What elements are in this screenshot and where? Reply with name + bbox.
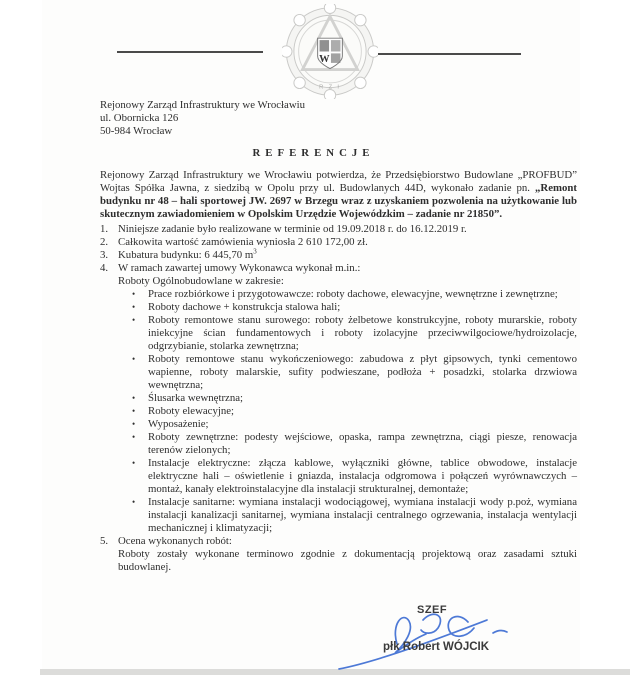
bullet-item [100,353,577,392]
signatory-role: SZEF [417,604,448,616]
document-title: REFERENCJE [252,147,375,159]
handwritten-signature [335,606,550,672]
assessment-text: Roboty zostały wykonane terminowo zgodnie z dokumentacją projektową oraz zasadami sztuki budowlanej. [118,548,577,573]
works-scope-heading: Roboty Ogólnobudowlane w zakresie: [118,275,284,287]
bullet-text: Roboty remontowe stanu surowego: roboty żelbetowe konstrukcyjne, roboty murarskie, roboty iniekcyjne ścian fundamentowych i roboty izolacyjne przeciwwilgociowe/hydroizolacje, odgrzybianie, stolarka zewnętrzna; [148,314,577,352]
item-number: 4. [100,262,109,274]
list-item-2 [100,236,577,249]
bullet-text: Ślusarka wewnętrzna; [148,392,244,404]
item-number: 2. [100,236,109,248]
contract-name: „Remont budynku nr 48 – hali sportowej JW. 2697 w Brzegu wraz z uzyskaniem pozwolenia na użytkowanie lub skutecznym zawiadomieniem w Opolskim Urzędzie Wojewódzkim – zadanie nr 21850”. [100,182,577,220]
bullet-item [100,314,577,353]
document-body [100,99,577,574]
item-text: W ramach zawartej umowy Wykonawca wykonał m.in.: [118,262,361,274]
item-text: Całkowita wartość zamówienia wyniosła 2 610 172,00 zł. [118,236,368,248]
letterhead-rule-right [375,53,521,55]
bullet-icon: • [132,315,136,325]
bullet-icon: • [132,354,136,364]
bullet-item [100,392,577,405]
bullet-icon: • [132,289,136,299]
bullet-text: Instalacje sanitarne: wymiana instalacji wodociągowej, wymiana instalacji wody p.poż, wymiana instalacji kanalizacji sanitarnej, wymiana instalacji centralnego ogrzewania, instalacja wentylacji mechanicznej i klimatyzacji; [148,496,577,534]
bullet-icon: • [132,432,136,442]
sender-street: ul. Obornicka 126 [100,112,179,124]
signatory-name: płk Robert WÓJCIK [383,641,490,653]
bullet-item [100,431,577,457]
bullet-text: Instalacje elektryczne: złącza kablowe, wyłączniki główne, tablice obwodowe, instalacje elektryczne hali – oświetlenie i gniazda, instalacja odgromowa i połączeń wyrównawczych – montaż, kanały elektroinstalacyjne dla instalacji strukturalnej, demontaże; [148,457,577,495]
rzi-emblem-icon [282,4,378,99]
bullet-icon: • [132,406,136,416]
item-number: 1. [100,223,109,235]
bullet-text: Roboty zewnętrzne: podesty wejściowe, opaska, rampa zewnętrzna, ciągi piesze, renowacja terenów zielonych; [148,431,577,456]
bullet-item [100,405,577,418]
item-text: Ocena wykonanych robót: [118,535,232,547]
item-number: 3. [100,249,109,261]
bullet-item [100,288,577,301]
item-text: Niniejsze zadanie było realizowane w terminie od 19.09.2018 r. do 16.12.2019 r. [118,223,467,235]
bullet-item [100,457,577,496]
bullet-icon: • [132,458,136,468]
intro-paragraph [100,169,577,221]
bullet-icon: • [132,302,136,312]
letterhead-rule-left [117,51,263,53]
sender-city: 50-984 Wrocław [100,125,173,137]
intro-text: Rejonowy Zarząd Infrastruktury we Wrocławiu potwierdza, że Przedsiębiorstwo Budowlane „PROFBUD” Wojtas Spółka Jawna, z siedzibą w Opolu przy ul. Budowlanych 44D, wykonało zadanie pn. [100,169,577,194]
emblem-caption: R Z I [319,84,341,91]
sender-address [100,99,577,138]
bullet-text: Roboty remontowe stanu wykończeniowego: zabudowa z płyt gipsowych, tynki cementowo wapienne, roboty malarskie, sufity podwieszane, podłoża + posadzki, stolarka drzwiowa wewnętrzna; [148,353,577,391]
item-number: 5. [100,535,109,547]
bullet-item [100,496,577,535]
bullet-text: Wyposażenie; [148,418,209,430]
list-item-5 [100,535,577,548]
bullet-item [100,418,577,431]
bullet-icon: • [132,393,136,403]
bullet-item [100,301,577,314]
item-text: Kubatura budynku: 6 445,70 $m^3$ [118,247,257,261]
list-item-1 [100,223,577,236]
bullet-text: Roboty elewacyjne; [148,405,235,417]
list-item-4 [100,262,577,275]
cubic-meter-exponent: 3 [253,247,257,256]
list-item-3 [100,249,577,262]
svg-text:W: W [319,53,330,65]
bullet-text: Roboty dachowe + konstrukcja stalowa hali; [148,301,341,313]
sender-name: Rejonowy Zarząd Infrastruktury we Wrocławiu [100,99,306,111]
bullet-icon: • [132,497,136,507]
bullet-text: Prace rozbiórkowe i przygotowawcze: roboty dachowe, elewacyjne, wewnętrzne i zewnętrzne; [148,288,558,300]
bullet-icon: • [132,419,136,429]
